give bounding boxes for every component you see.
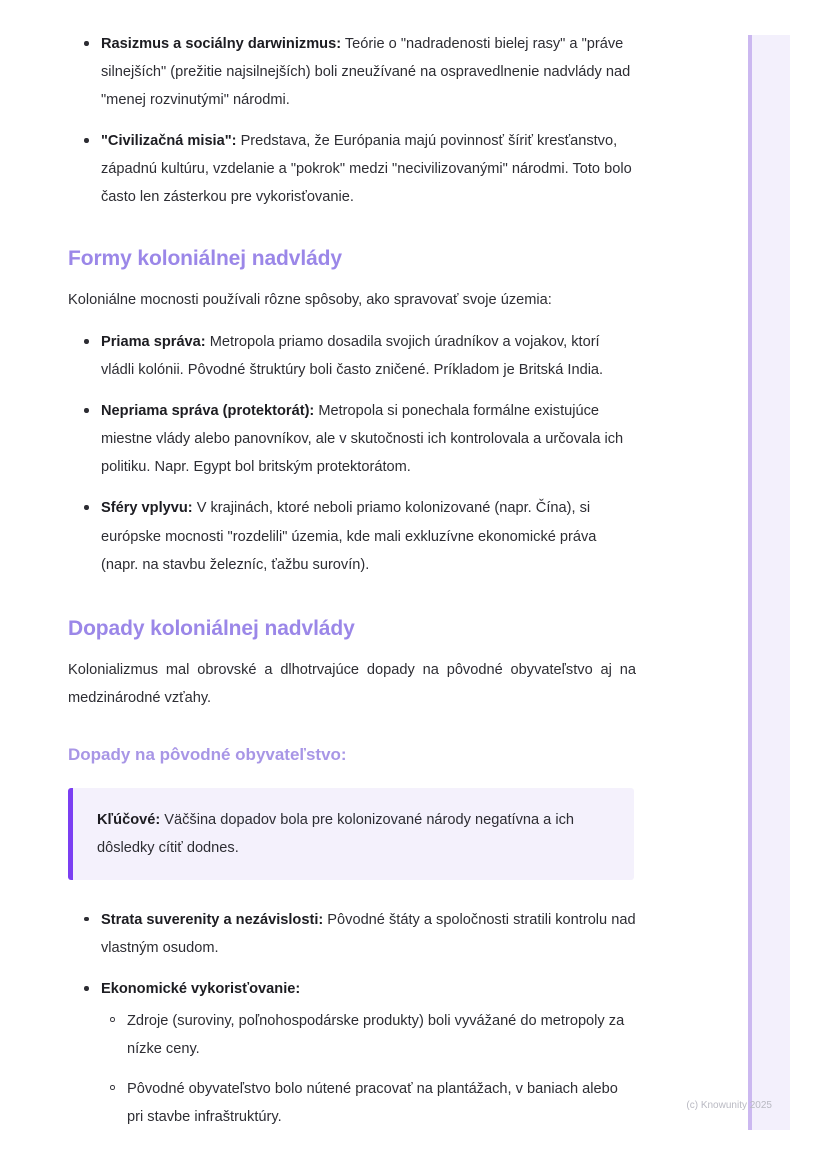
footer-credit: (c) Knowunity 2025 [686, 1100, 772, 1111]
list-item [68, 127, 636, 211]
subsection-title-native-population: Dopady na pôvodné obyvateľstvo: [68, 744, 347, 764]
list-item-text: Teórie o "nadradenosti bielej rasy" a "práve silnejších" (prežitie najsilnejších) boli zneužívané na ospravedlnenie nadvlády nad "menej rozvinutými" národmi. [101, 36, 631, 109]
list-item-text: Metropola priamo dosadila svojich úradníkov a vojakov, ktorí vládli kolónii. Pôvodné štruktúry boli často zničené. Príkladom je Britská India. [101, 334, 604, 379]
sub-list-item: Zdroje (suroviny, poľnohospodárske produkty) boli vyvážané do metropoly za nízke ceny. [101, 1007, 636, 1063]
callout-paragraph [97, 806, 612, 862]
page-side-strip-accent [748, 35, 752, 1130]
forms-bullet-list [68, 328, 636, 578]
top-bullet-list [68, 30, 636, 211]
list-item [68, 30, 636, 114]
list-item [68, 906, 636, 962]
list-item-lead: Ekonomické vykorisťovanie: [101, 981, 301, 998]
list-item-lead: Sféry vplyvu: [101, 500, 193, 517]
list-item-text: Metropola si ponechala formálne existujúce miestne vlády alebo panovníkov, ale v skutočnosti ich kontrolovala a určovala ich politiku. Napr. Egypt bol britským protektorátom. [101, 403, 624, 476]
callout-lead: Kľúčové: [97, 811, 161, 828]
key-callout [68, 788, 634, 880]
list-item [68, 494, 636, 578]
section-intro-forms: Koloniálne mocnosti používali rôzne spôsoby, ako spravovať svoje územia: [68, 292, 552, 309]
list-item-text: V krajinách, ktoré neboli priamo kolonizované (napr. Čína), si európske mocnosti "rozdelili" územia, kde mali exkluzívne ekonomické práva (napr. na stavbu železníc, ťažbu surovín). [101, 500, 597, 573]
list-item [68, 397, 636, 481]
list-item-lead: Rasizmus a sociálny darwinizmus: [101, 36, 342, 52]
list-item-text: Pôvodné štáty a spoločnosti stratili kontrolu nad vlastným osudom. [101, 911, 636, 956]
impacts-sub-bullet-list [101, 1007, 636, 1131]
list-item-text: Predstava, že Európania majú povinnosť šíriť kresťanstvo, západnú kultúru, vzdelanie a "pokrok" medzi "necivilizovanými" národmi. Toto bolo často len zásterkou pre vykorisťovanie. [101, 133, 632, 206]
sub-list-item: Pôvodné obyvateľstvo bolo nútené pracovať na plantážach, v baniach alebo pri stavbe infraštruktúry. [101, 1075, 636, 1131]
callout-text: Väčšina dopadov bola pre kolonizované národy negatívna a ich dôsledky cítiť dodnes. [97, 811, 574, 856]
section-intro-impacts: Kolonializmus mal obrovské a dlhotrvajúce dopady na pôvodné obyvateľstvo aj na medzinárodné vzťahy. [68, 661, 636, 706]
section-title-impacts: Dopady koloniálnej nadvlády [68, 616, 355, 640]
section-title-forms: Formy koloniálnej nadvlády [68, 247, 342, 271]
document-content [68, 30, 636, 1131]
impacts-bullet-list [68, 906, 636, 1131]
page-side-strip [748, 35, 790, 1130]
list-item-lead: Strata suverenity a nezávislosti: [101, 911, 324, 928]
list-item-lead: Priama správa: [101, 334, 206, 351]
list-item [68, 328, 636, 384]
list-item-lead: Nepriama správa (protektorát): [101, 403, 315, 420]
list-item-lead: "Civilizačná misia": [101, 133, 237, 150]
